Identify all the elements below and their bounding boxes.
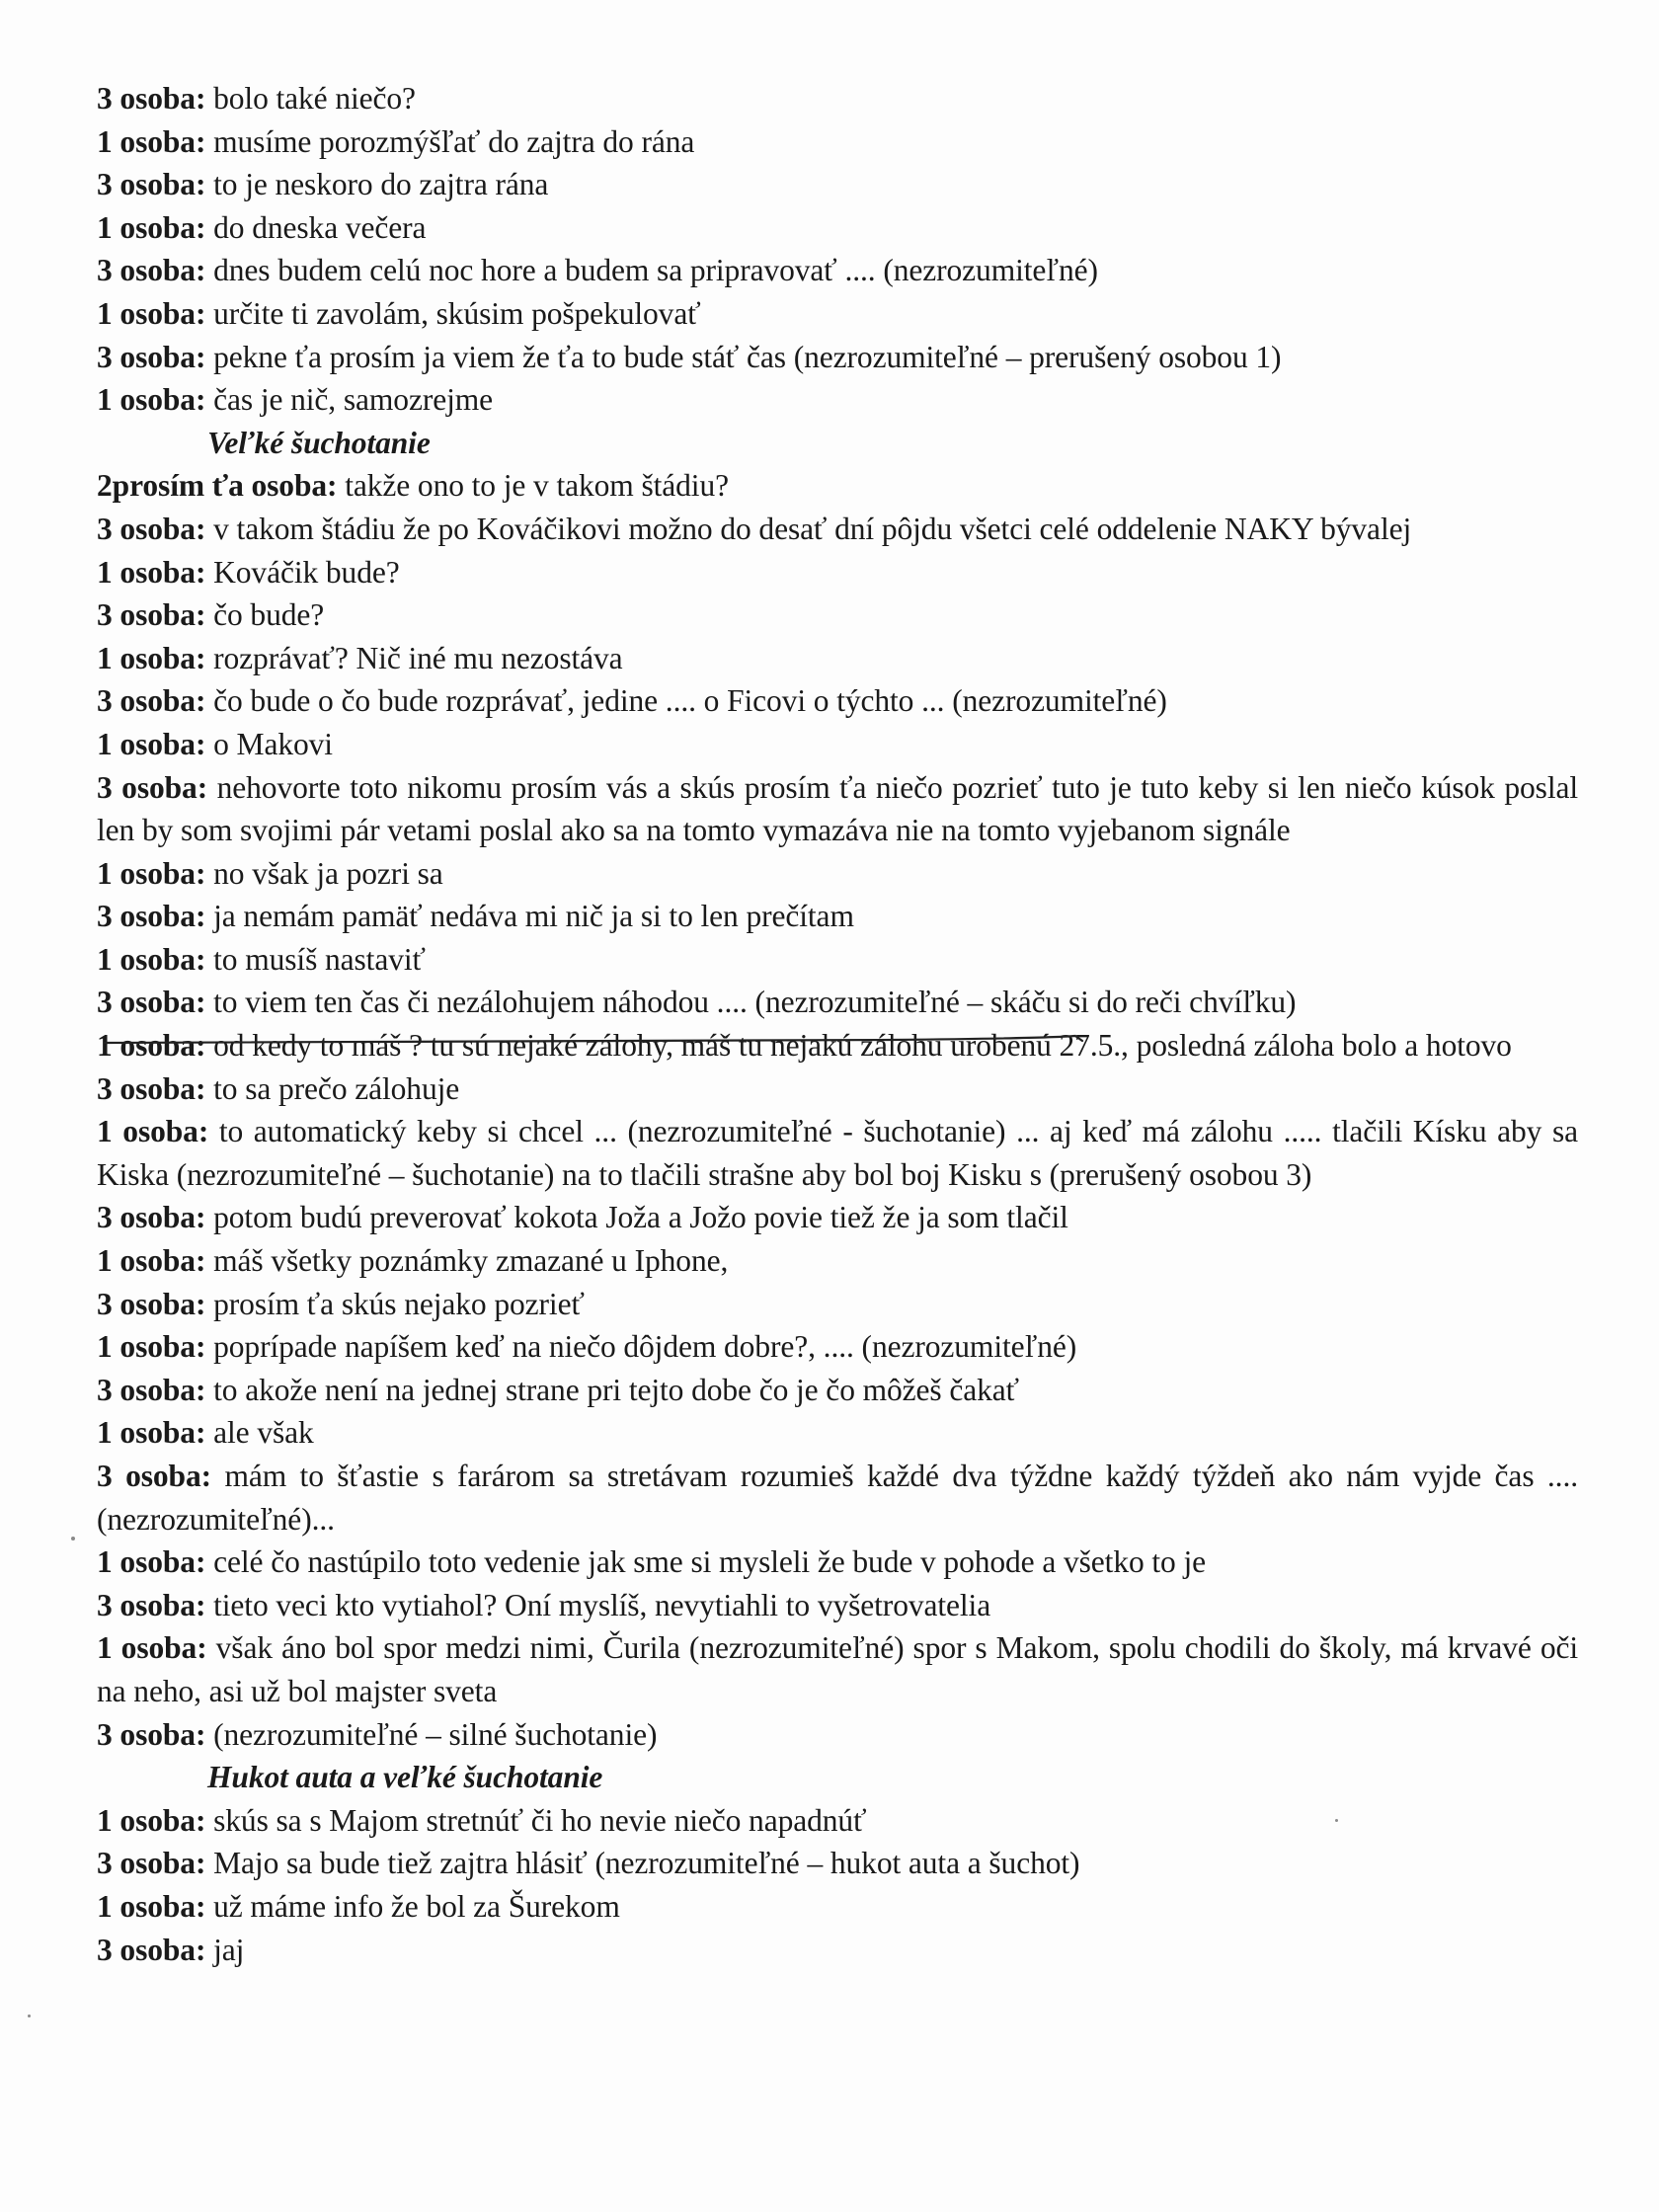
speaker-label: 3 osoba: <box>97 1070 206 1106</box>
utterance-text: čo bude? <box>213 597 325 633</box>
dialogue-line <box>97 1929 1578 1972</box>
dialogue-line <box>97 1369 1578 1412</box>
utterance-text: to je neskoro do zajtra rána <box>213 167 549 202</box>
speaker-label: 1 osoba: <box>97 1802 206 1838</box>
speaker-label: 1 osoba: <box>97 1028 206 1064</box>
dialogue-line <box>97 679 1578 723</box>
dialogue-line <box>97 1110 1578 1196</box>
speaker-label: 1 osoba: <box>97 1888 206 1924</box>
utterance-text: musíme porozmýšľať do zajtra do rána <box>213 123 695 159</box>
utterance-text: to musíš nastaviť <box>213 941 426 977</box>
speaker-label: 3 osoba: <box>97 511 206 546</box>
utterance-text: to sa prečo zálohuje <box>213 1070 460 1106</box>
speaker-label: 1 osoba: <box>97 1329 206 1365</box>
speaker-label: 1 osoba: <box>97 209 206 245</box>
speaker-label: 3 osoba: <box>97 769 208 805</box>
dialogue-line <box>97 1713 1578 1757</box>
utterance-text: to automatický keby si chcel ... (nezrozumiteľné - šuchotanie) ... aj keď má zálohu ..... tlačili Kísku aby sa Kiska (nezrozumiteľné – šuchotanie) na to tlačili strašne aby bol boj Kisku s (prerušený osobou 3) <box>97 1114 1578 1192</box>
dialogue-line <box>97 1799 1578 1843</box>
speaker-label: 3 osoba: <box>97 339 206 374</box>
speaker-label: 2prosím ťa osoba: <box>97 468 338 504</box>
dialogue-line <box>97 378 1578 422</box>
speaker-label: 3 osoba: <box>97 167 206 202</box>
utterance-text: o Makovi <box>213 726 333 761</box>
utterance-text: prosím ťa skús nejako pozrieť <box>213 1286 585 1321</box>
scan-speck <box>1335 1819 1338 1822</box>
utterance-text: v takom štádiu že po Kováčikovi možno do desať dní pôjdu všetci celé oddelenie NAKY bývalej <box>213 511 1412 546</box>
handwritten-underline <box>103 1033 1090 1047</box>
dialogue-line <box>97 292 1578 336</box>
utterance-text: to viem ten čas či nezálohujem náhodou .... (nezrozumiteľné – skáču si do reči chvíľku) <box>213 985 1297 1020</box>
utterance-text: určite ti zavolám, skúsim pošpekulovať <box>213 295 701 331</box>
dialogue-line <box>97 163 1578 206</box>
utterance-text: celé čo nastúpilo toto vedenie jak sme si mysleli že bude v pohode a všetko to je <box>213 1544 1207 1580</box>
dialogue-line <box>97 1885 1578 1929</box>
dialogue-line <box>97 249 1578 292</box>
speaker-label: 3 osoba: <box>97 683 206 719</box>
dialogue-line <box>97 938 1578 982</box>
utterance-text: jaj <box>213 1932 245 1967</box>
dialogue-line <box>97 852 1578 896</box>
utterance-text: Majo sa bude tiež zajtra hlásiť (nezrozumiteľné – hukot auta a šuchot) <box>213 1846 1080 1881</box>
speaker-label: 1 osoba: <box>97 1415 206 1451</box>
speaker-label: 3 osoba: <box>97 1200 206 1235</box>
utterance-text: nehovorte toto nikomu prosím vás a skús prosím ťa niečo pozrieť tuto je tuto keby si len niečo kúsok poslal len by som svojimi pár vetami poslal ako sa na tomto vymazáva nie na tomto vyjebanom signále <box>97 769 1578 848</box>
utterance-text: to akože není na jednej strane pri tejto dobe čo je čo môžeš čakať <box>213 1372 1020 1407</box>
utterance-text: do dneska večera <box>213 209 427 245</box>
dialogue-line <box>97 1455 1578 1540</box>
dialogue-line <box>97 1411 1578 1455</box>
utterance-text: rozprávať? Nič iné mu nezostáva <box>213 640 623 675</box>
utterance-text: čas je nič, samozrejme <box>213 382 494 418</box>
speaker-label: 1 osoba: <box>97 1630 207 1666</box>
speaker-label: 3 osoba: <box>97 1846 206 1881</box>
utterance-text: ja nemám pamäť nedáva mi nič ja si to len prečítam <box>213 899 854 934</box>
speaker-label: 3 osoba: <box>97 985 206 1020</box>
dialogue-line <box>97 1584 1578 1627</box>
dialogue-line <box>97 77 1578 120</box>
scan-speck <box>28 2014 31 2017</box>
speaker-label: 1 osoba: <box>97 1243 206 1279</box>
dialogue-line <box>97 1325 1578 1369</box>
utterance-text: Kováčik bude? <box>213 554 400 590</box>
dialogue-line <box>97 336 1578 379</box>
utterance-text: tieto veci kto vytiahol? Oní myslíš, nevytiahli to vyšetrovatelia <box>213 1587 991 1622</box>
speaker-label: 1 osoba: <box>97 941 206 977</box>
dialogue-line <box>97 723 1578 766</box>
utterance-text: skús sa s Majom stretnúť či ho nevie niečo napadnúť <box>213 1802 867 1838</box>
dialogue-line <box>97 464 1578 508</box>
dialogue-line <box>97 895 1578 938</box>
speaker-label: 1 osoba: <box>97 1114 209 1149</box>
transcript-body <box>97 77 1578 1971</box>
speaker-label: 1 osoba: <box>97 554 206 590</box>
speaker-label: 1 osoba: <box>97 726 206 761</box>
dialogue-line <box>97 766 1578 852</box>
dialogue-line <box>97 1283 1578 1326</box>
utterance-text: potom budú preverovať kokota Joža a Jožo povie tiež že ja som tlačil <box>213 1200 1068 1235</box>
utterance-text: však áno bol spor medzi nimi, Čurila (nezrozumiteľné) spor s Makom, spolu chodili do školy, má krvavé oči na neho, asi už bol majster sveta <box>97 1630 1579 1708</box>
dialogue-line <box>97 1540 1578 1584</box>
dialogue-line <box>97 1239 1578 1283</box>
speaker-label: 1 osoba: <box>97 855 206 891</box>
utterance-text: (nezrozumiteľné – silné šuchotanie) <box>213 1716 658 1752</box>
speaker-label: 1 osoba: <box>97 123 206 159</box>
utterance-text: bolo také niečo? <box>213 81 416 116</box>
scan-speck <box>71 1537 75 1540</box>
dialogue-line <box>97 206 1578 250</box>
speaker-label: 3 osoba: <box>97 253 206 288</box>
dialogue-line <box>97 593 1578 637</box>
speaker-label: 3 osoba: <box>97 1459 211 1493</box>
speaker-label: 1 osoba: <box>97 640 206 675</box>
dialogue-line <box>97 1196 1578 1239</box>
dialogue-line <box>97 1626 1578 1712</box>
dialogue-line <box>97 508 1578 551</box>
utterance-text: máš všetky poznámky zmazané u Iphone, <box>213 1243 729 1279</box>
dialogue-line <box>97 1842 1578 1885</box>
utterance-text: čo bude o čo bude rozprávať, jedine .... o Ficovi o týchto ... (nezrozumiteľné) <box>213 683 1167 719</box>
utterance-text: dnes budem celú noc hore a budem sa pripravovať .... (nezrozumiteľné) <box>213 253 1098 288</box>
stage-direction: Hukot auta a veľké šuchotanie <box>207 1760 603 1795</box>
speaker-label: 3 osoba: <box>97 1716 206 1752</box>
speaker-label: 3 osoba: <box>97 1286 206 1321</box>
dialogue-line <box>97 120 1578 164</box>
speaker-label: 1 osoba: <box>97 295 206 331</box>
speaker-label: 1 osoba: <box>97 382 206 418</box>
dialogue-line <box>97 637 1578 680</box>
utterance-text: pekne ťa prosím ja viem že ťa to bude stáť čas (nezrozumiteľné – prerušený osobou 1) <box>213 339 1282 374</box>
speaker-label: 3 osoba: <box>97 899 206 934</box>
utterance-text: už máme info že bol za Šurekom <box>213 1888 620 1924</box>
dialogue-line <box>97 981 1578 1024</box>
utterance-text: mám to šťastie s farárom sa stretávam rozumieš každé dva týždne každý týždeň ako nám vyjde čas .... (nezrozumiteľné)... <box>97 1459 1579 1537</box>
utterance-text: od kedy to máš ? tu sú nejaké zálohy, máš tu nejakú zálohu urobenú 27.5., posledná záloha bolo a hotovo <box>213 1028 1512 1064</box>
dialogue-line <box>97 1067 1578 1111</box>
speaker-label: 3 osoba: <box>97 1587 206 1622</box>
speaker-label: 3 osoba: <box>97 1372 206 1407</box>
speaker-label: 3 osoba: <box>97 597 206 633</box>
speaker-label: 1 osoba: <box>97 1544 206 1580</box>
utterance-text: takže ono to je v takom štádiu? <box>345 468 729 504</box>
stage-direction: Veľké šuchotanie <box>207 425 431 460</box>
utterance-text: no však ja pozri sa <box>213 855 443 891</box>
utterance-text: poprípade napíšem keď na niečo dôjdem dobre?, .... (nezrozumiteľné) <box>213 1329 1077 1365</box>
utterance-text: ale však <box>213 1415 314 1451</box>
speaker-label: 3 osoba: <box>97 1932 206 1967</box>
speaker-label: 3 osoba: <box>97 81 206 116</box>
dialogue-line <box>97 551 1578 594</box>
